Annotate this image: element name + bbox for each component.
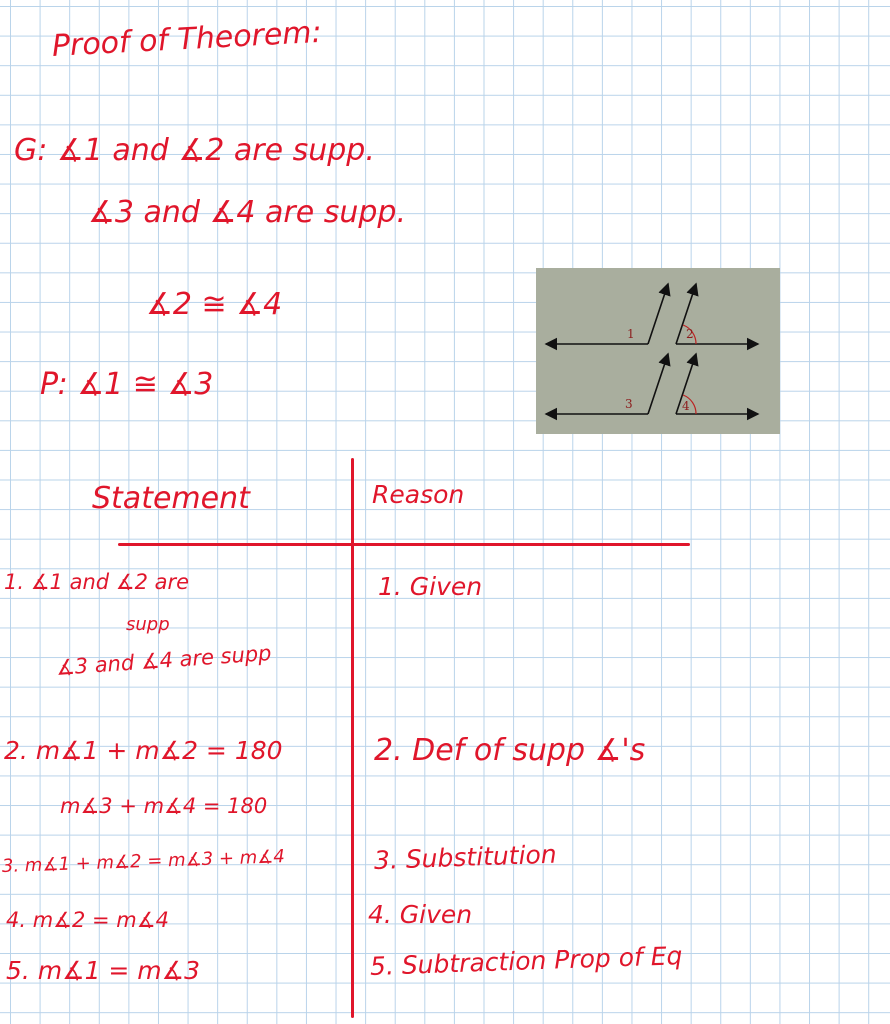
angle-label-2: 2 (686, 327, 694, 341)
page-title: Proof of Theorem: (51, 14, 323, 64)
statement-1b: supp (126, 614, 170, 635)
statement-1a: 1. ∡1 and ∡2 are (4, 570, 190, 594)
reason-2: 2. Def of supp ∡'s (374, 733, 646, 768)
lower-left-transversal (648, 354, 668, 414)
given-line-3: ∡2 ≅ ∡4 (146, 287, 283, 322)
statement-4: 4. m∡2 = m∡4 (6, 908, 169, 932)
statement-2b: m∡3 + m∡4 = 180 (60, 794, 268, 818)
reason-header: Reason (372, 480, 465, 509)
given-line-2: ∡3 and ∡4 are supp. (88, 195, 406, 230)
statement-3: 3. m∡1 + m∡2 = m∡3 + m∡4 (1, 846, 286, 877)
angle-label-4: 4 (682, 399, 690, 413)
angle-diagram-image (536, 268, 780, 434)
angle-label-1: 1 (627, 327, 635, 341)
statement-2a: 2. m∡1 + m∡2 = 180 (4, 736, 283, 765)
reason-4: 4. Given (368, 900, 473, 929)
statement-5: 5. m∡1 = m∡3 (6, 956, 200, 985)
angle-diagram-svg (536, 268, 780, 434)
angle-label-3: 3 (625, 397, 633, 411)
prove-line: P: ∡1 ≅ ∡3 (40, 367, 214, 402)
statement-1c: ∡3 and ∡4 are supp (55, 640, 273, 680)
table-vertical-rule (351, 458, 354, 1018)
statement-header: Statement (92, 481, 250, 516)
reason-3: 3. Substitution (373, 839, 558, 875)
given-line-1: G: ∡1 and ∡2 are supp. (14, 133, 375, 168)
reason-1: 1. Given (378, 572, 483, 601)
table-horizontal-rule (118, 543, 690, 546)
reason-5: 5. Subtraction Prop of Eq (369, 941, 683, 981)
upper-left-transversal (648, 284, 668, 344)
